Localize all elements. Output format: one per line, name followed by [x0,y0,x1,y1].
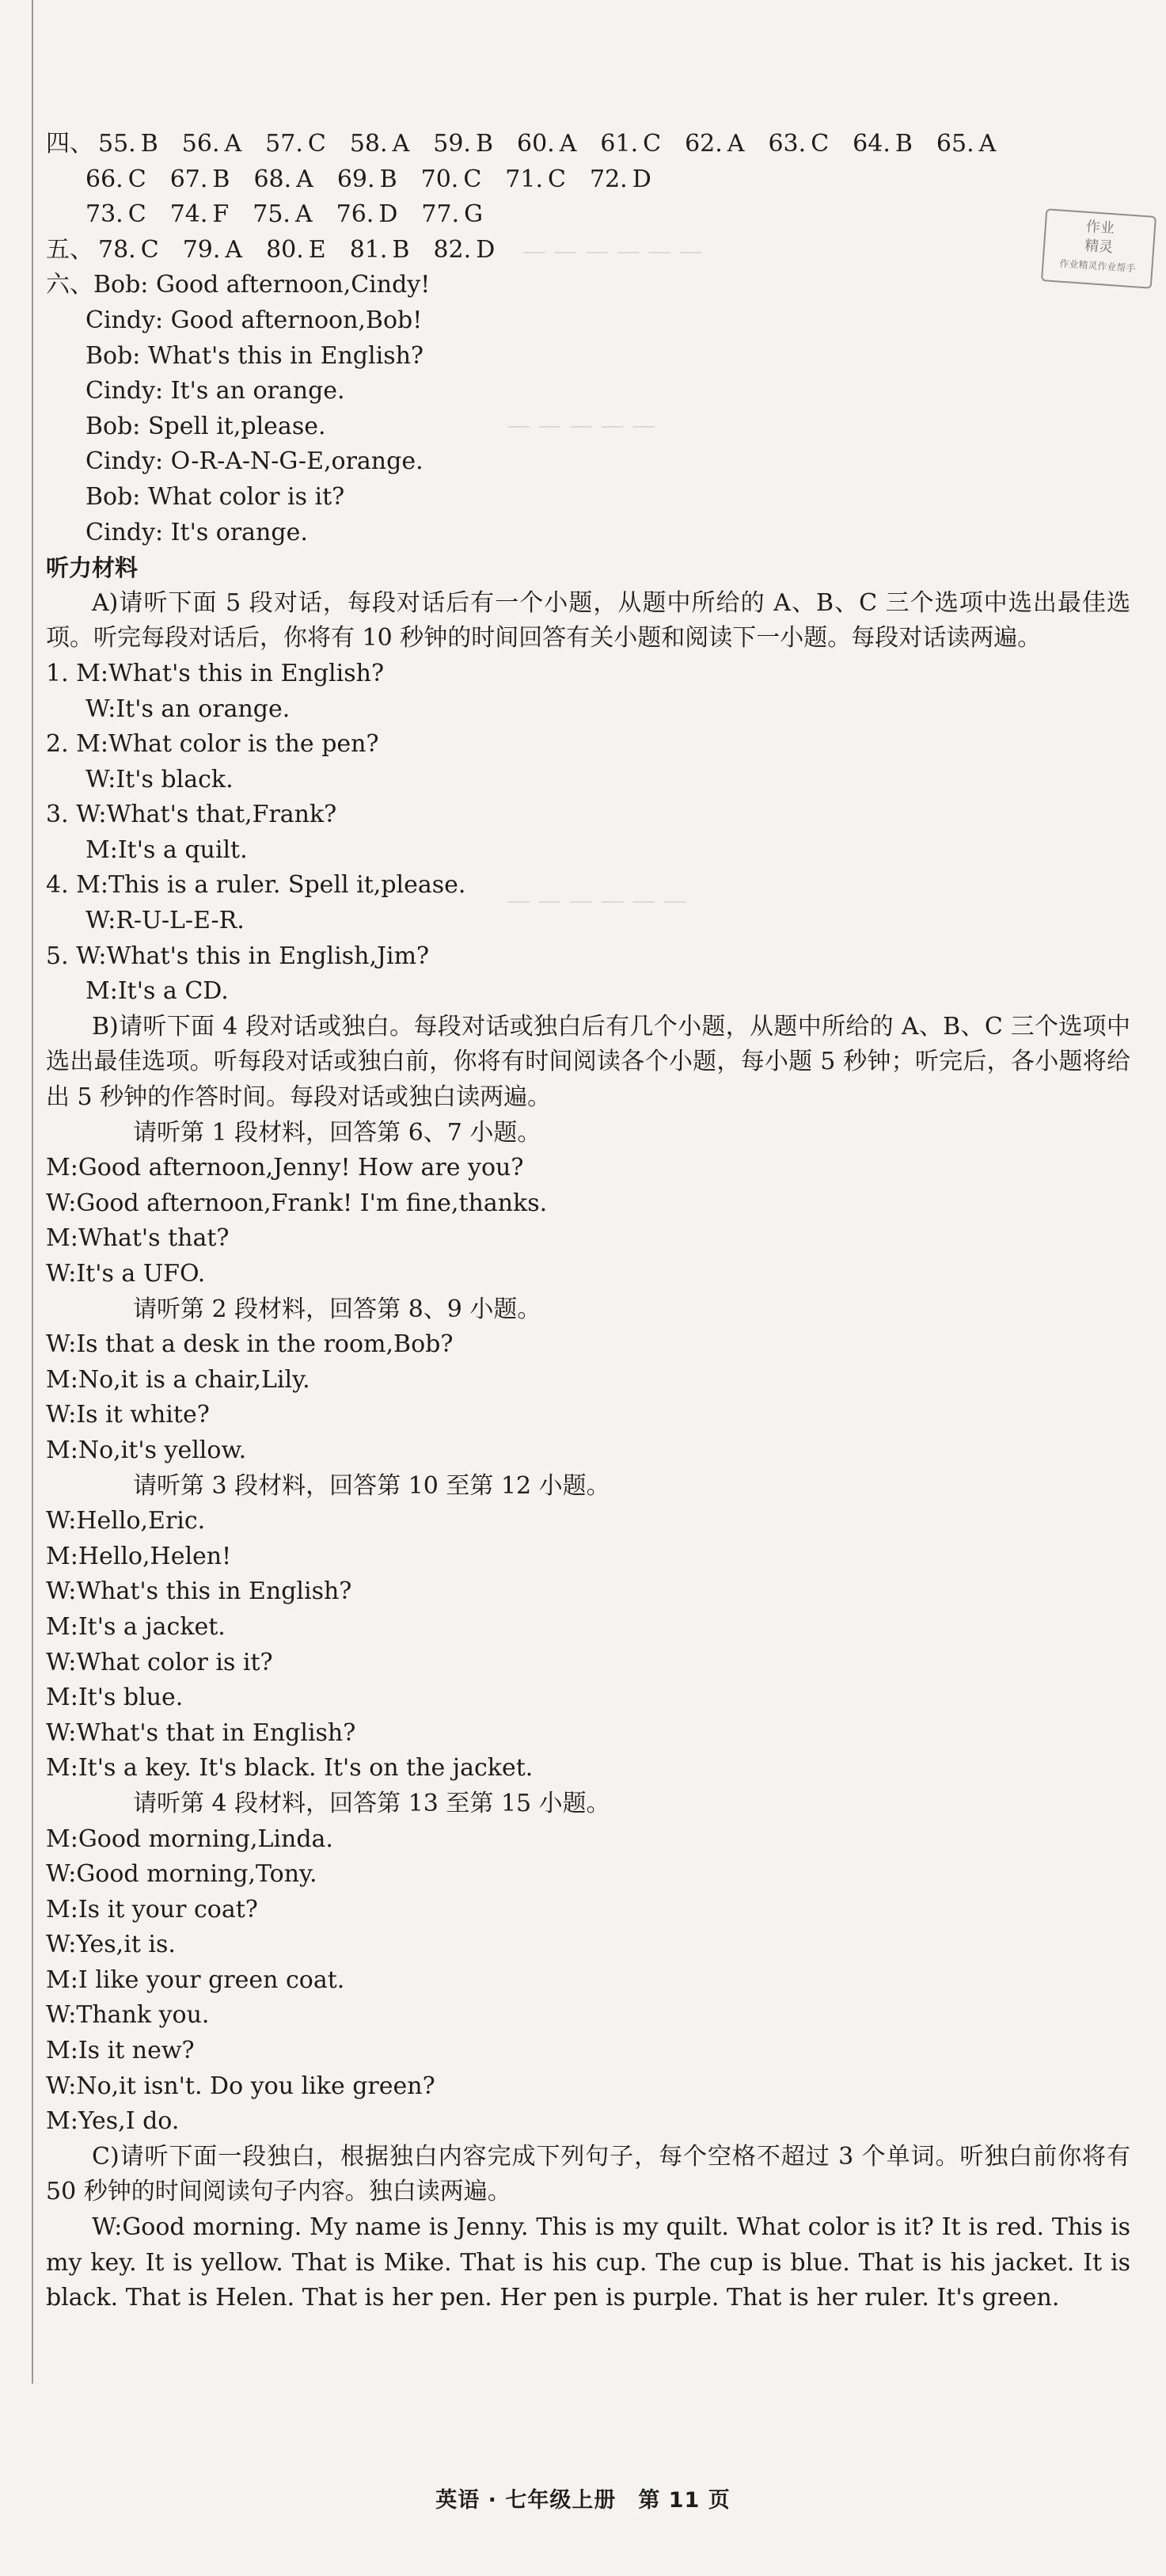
dialogue-line [46,444,1130,480]
dialogue-line: M:What's that? [46,1224,230,1253]
question-number: 69. [336,165,375,193]
answer-item [170,162,230,198]
answer-item [421,162,482,198]
group-heading: 请听第 2 段材料，回答第 8、9 小题。 [133,1295,541,1323]
answer-letter: A [224,130,242,158]
answer-item [182,127,241,162]
answer-item [768,127,829,162]
answer-letter: B [392,235,410,264]
question-number: 67. [169,165,208,193]
dialogue-line: M:It's a CD. [85,977,229,1006]
dialogue-line: M:Good afternoon,Jenny! How are you? [46,1154,524,1182]
question-number: 70. [420,165,459,193]
dialogue-line: W:Good morning,Tony. [46,1860,317,1889]
dialogue-line: M:It's a jacket. [46,1612,226,1641]
dialogue-text: Bob: What color is it? [85,482,345,511]
answer-letter: D [476,235,496,264]
dialogue-text: Bob: Spell it,please. [85,412,326,440]
dialogue-line: M:Is it your coat? [46,1895,258,1923]
dialogue-line: 3. W:What's that,Frank? [46,801,337,829]
answer-letter: B [894,130,913,158]
answer-key [46,127,1130,268]
answer-row [46,162,1130,198]
dialogue-line: W:It's an orange. [85,694,291,723]
answer-row [46,233,1130,268]
question-number: 57. [265,130,303,158]
answer-item [253,197,312,233]
dialogue-line: M:Good morning,Linda. [46,1825,333,1853]
partB-intro: B)请听下面 4 段对话或独白。每段对话或独白后有几个小题，从题中所给的 A、B、C 三个选项中选出最佳选项。听每段对话或独白前，你将有时间阅读各个小题，每小题 5 秒钟；听完后，各小题将给出 5 秒钟的作答时间。每段对话或独白读两遍。 [46,1012,1130,1112]
dialogue-line [46,374,1130,409]
dialogue-line: W:Hello,Eric. [46,1507,206,1535]
answer-item [685,127,744,162]
question-number: 77. [421,200,460,229]
question-number: 56. [181,130,220,158]
partC-monologue: W:Good morning. My name is Jenny. This is my quilt. What color is it? It is red. This is my key. It is yellow. That is Mike. That is his cup. The cup is blue. That is his jacket. It is black. That is Helen. That is her pen. Her pen is purple. That is her ruler. It's green. [46,2213,1130,2312]
bleed-through-text: — — — — — — [522,238,703,265]
partB-groups [46,1116,1130,2140]
answer-item [505,162,566,198]
dialogue-line [46,480,1130,516]
question-number: 72. [589,165,628,193]
answer-letter: C [127,165,146,193]
answer-item [421,197,483,233]
answer-item [98,127,158,162]
dialogue-line: W:Good afternoon,Frank! I'm fine,thanks. [46,1189,548,1217]
answer-item [336,197,398,233]
answer-letter: A [727,130,745,158]
section-label: 五、 [46,235,93,264]
answer-letter: B [212,165,230,193]
answer-item [433,233,495,268]
dialogue-line [46,409,1130,445]
dialogue-line: W:Thank you. [46,2001,210,2030]
group-heading: 请听第 3 段材料，回答第 10 至第 12 小题。 [133,1471,610,1500]
question-number: 74. [169,200,208,229]
bleed-through-text: — — — — — [507,412,656,439]
dialogue-line: M:Yes,I do. [46,2107,180,2136]
dialogue-line: 2. M:What color is the pen? [46,730,379,759]
question-number: 59. [433,130,471,158]
dialogue-line: W:It's black. [85,765,234,793]
bleed-through-text: — — — — — — [507,887,687,915]
answer-letter: A [296,165,313,193]
dialogue-line: M:It's blue. [46,1684,184,1712]
answer-letter: B [140,130,158,158]
dialogue-text: Cindy: It's an orange. [85,377,345,405]
question-number: 81. [349,235,388,264]
answer-row [46,127,1130,162]
answer-letter: B [379,165,397,193]
dialogue-line: M:It's a quilt. [85,835,248,864]
answer-letter: C [643,130,662,158]
answer-item [266,233,326,268]
answer-letter: C [127,200,146,229]
question-number: 80. [266,235,304,264]
page-footer: 英语 · 七年级上册 第 11 页 [435,2488,731,2513]
question-number: 76. [336,200,374,229]
answer-item [170,197,230,233]
question-number: 65. [936,130,974,158]
answer-item [85,162,146,198]
answer-item [517,127,576,162]
answer-item [253,162,313,198]
dialogue-line: W:R-U-L-E-R. [85,907,245,935]
section6-dialogue [46,268,1130,550]
dialogue-line: 4. M:This is a ruler. Spell it,please. [46,871,466,900]
dialogue-line: W:Is it white? [46,1401,210,1429]
dialogue-line: 5. W:What's this in English,Jim? [46,942,430,970]
dialogue-text: Cindy: It's orange. [85,518,308,546]
answer-letter: A [294,200,313,229]
listening-title: 听力材料 [46,554,139,582]
dialogue-text: Bob: Good afternoon,Cindy! [93,271,431,299]
question-number: 73. [85,200,123,229]
question-number: 55. [98,130,136,158]
dialogue-line: 1. M:What's this in English? [46,659,385,687]
partA-intro: A)请听下面 5 段对话，每段对话后有一个小题，从题中所给的 A、B、C 三个选项中选出最佳选项。听完每段对话后，你将有 10 秒钟的时间回答有关小题和阅读下一小题。每段对话读两遍。 [46,588,1130,653]
group-heading: 请听第 4 段材料，回答第 13 至第 15 小题。 [133,1789,610,1817]
dialogue-line [46,339,1130,375]
answer-letter: G [464,200,484,229]
answer-letter: C [140,235,159,264]
question-number: 64. [853,130,891,158]
answer-letter: B [475,130,493,158]
answer-item [853,127,913,162]
question-number: 62. [685,130,723,158]
answer-item [433,127,493,162]
answer-letter: C [811,130,830,158]
question-number: 75. [253,200,291,229]
question-number: 79. [182,235,221,264]
answer-letter: F [212,200,230,229]
dialogue-line: W:Yes,it is. [46,1931,176,1959]
answer-item [85,197,146,233]
question-number: 68. [253,165,292,193]
dialogue-text: Cindy: O-R-A-N-G-E,orange. [85,447,423,476]
stamp-line-3: 作业精灵作业帮手 [1059,257,1136,275]
left-margin-rule [32,0,33,2384]
answer-row [46,197,1130,233]
answer-letter: A [978,130,997,158]
dialogue-text: Bob: What's this in English? [85,341,424,370]
partC-intro: C)请听下面一段独白，根据独白内容完成下列句子，每个空格不超过 3 个单词。听独白前你将有 50 秒钟的时间阅读句子内容。独白读两遍。 [46,2142,1130,2206]
answer-letter: C [307,130,326,158]
question-number: 78. [98,235,136,264]
question-number: 71. [505,165,544,193]
answer-letter: A [559,130,577,158]
section-label: 四、 [46,130,93,158]
answer-item [183,233,242,268]
answer-item [350,127,409,162]
answer-item [936,127,996,162]
stamp-line-1: 作业 [1085,218,1115,238]
answer-letter: C [463,165,482,193]
dialogue-line: W:It's a UFO. [46,1260,206,1288]
dialogue-line: W:What's that in English? [46,1718,356,1747]
group-heading: 请听第 1 段材料，回答第 6、7 小题。 [133,1118,541,1147]
page-content [46,127,1130,2316]
question-number: 66. [85,165,123,193]
question-number: 82. [433,235,472,264]
dialogue-line [46,516,1130,551]
dialogue-line [46,268,1130,303]
dialogue-line: M:Is it new? [46,2037,195,2065]
dialogue-line: M:I like your green coat. [46,1965,345,1994]
partA-items [46,656,1130,1010]
answer-item [337,162,397,198]
dialogue-line: W:No,it isn't. Do you like green? [46,2072,435,2100]
question-number: 60. [517,130,555,158]
answer-item [265,127,326,162]
stamp-line-2: 精灵 [1084,237,1114,257]
answer-letter: C [548,165,566,193]
answer-letter: A [225,235,243,264]
dialogue-line [46,303,1130,339]
dialogue-line: W:What's this in English? [46,1577,352,1606]
question-number: 63. [768,130,807,158]
answer-item [590,162,651,198]
dialogue-line: M:It's a key. It's black. It's on the jacket. [46,1754,534,1783]
dialogue-line: W:Is that a desk in the room,Bob? [46,1330,454,1359]
question-number: 61. [600,130,639,158]
dialogue-line: M:No,it's yellow. [46,1436,247,1464]
dialogue-text: Cindy: Good afternoon,Bob! [85,306,423,334]
dialogue-line: W:What color is it? [46,1648,273,1676]
answer-letter: E [308,235,326,264]
answer-letter: A [392,130,410,158]
dialogue-line: M:No,it is a chair,Lily. [46,1365,310,1394]
section-label: 六、 [46,271,93,299]
dialogue-line: M:Hello,Helen! [46,1542,232,1570]
answer-item [98,233,159,268]
question-number: 58. [349,130,388,158]
answer-item [350,233,410,268]
answer-letter: D [378,200,398,229]
answer-letter: D [632,165,651,193]
answer-item [600,127,661,162]
